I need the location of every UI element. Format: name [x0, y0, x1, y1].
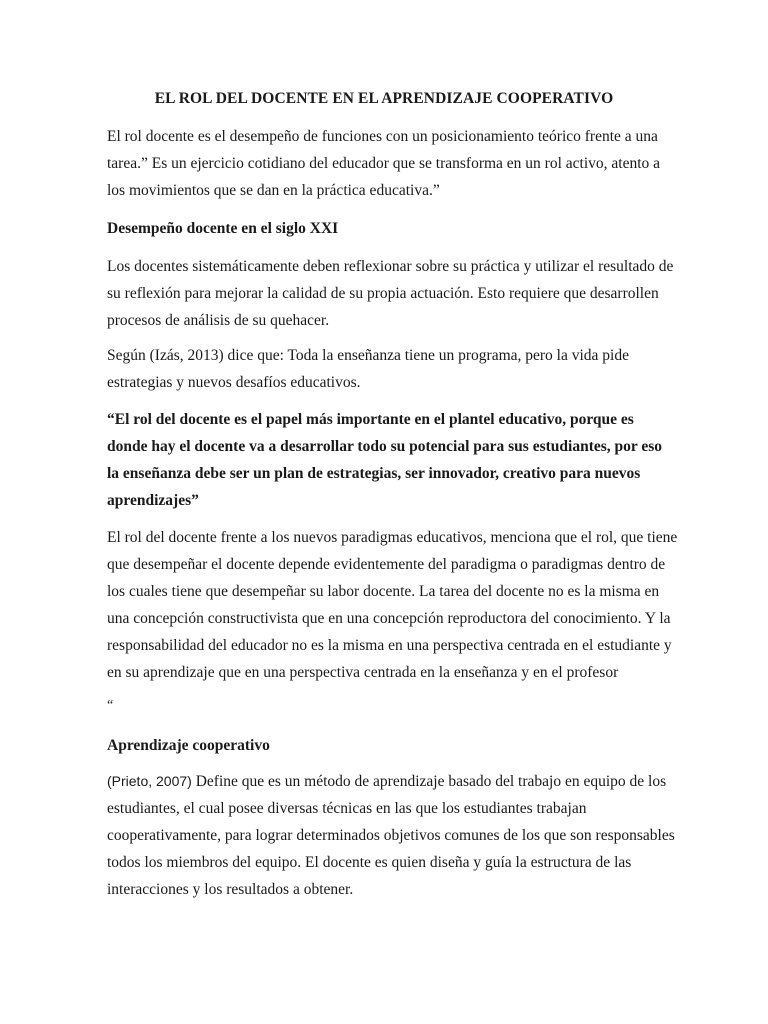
paragraph-line: El rol docente es el desempeño de funciones con un posicionamiento teórico frente a una [107, 128, 658, 145]
paragraph-line: todos los miembros del equipo. El docente es quien diseña y guía la estructura de las [107, 854, 632, 871]
paragraph-line [107, 768, 667, 795]
paragraph-line: interacciones y los resultados a obtener. [107, 881, 354, 898]
paragraph-line: Según (Izás, 2013) dice que: Toda la enseñanza tiene un programa, pero la vida pide [107, 347, 629, 364]
section-heading-aprendizaje: Aprendizaje cooperativo [107, 737, 270, 754]
paragraph-line: Los docentes sistemáticamente deben reflexionar sobre su práctica y utilizar el resultado de [107, 258, 674, 275]
paragraph-line: estudiantes, el cual posee diversas técnicas en las que los estudiantes trabajan [107, 800, 587, 817]
paragraph-izas [107, 342, 667, 396]
paragraph-paradigmas [107, 524, 678, 686]
intro-paragraph [107, 123, 667, 204]
section-heading-desempeno: Desempeño docente en el siglo XXI [107, 220, 339, 237]
paragraph-line: que desempeñar el docente depende evidentemente del paradigma o paradigmas dentro de [107, 556, 666, 573]
paragraph-line: El rol del docente frente a los nuevos paradigmas educativos, menciona que el rol, que tiene [107, 529, 678, 546]
paragraph-prieto [107, 768, 675, 903]
stray-quote-mark: “ [107, 698, 114, 713]
paragraph-line: una concepción constructivista que en una concepción reproductora del conocimiento. Y la [107, 610, 671, 627]
paragraph-line: su reflexión para mejorar la calidad de su propia actuación. Esto requiere que desarrollen [107, 285, 659, 302]
paragraph-line: responsabilidad del educador no es la misma en una perspectiva centrada en el estudiante y [107, 637, 672, 654]
paragraph-line: cooperativamente, para lograr determinados objetivos comunes de los que son responsables [107, 827, 675, 844]
paragraph-line: en su aprendizaje que en una perspectiva centrada en la enseñanza y en el profesor [107, 664, 619, 681]
paragraph-line: los cuales tiene que desempeñar su labor docente. La tarea del docente no es la misma en [107, 583, 660, 600]
paragraph-text: Define que es un método de aprendizaje basado del trabajo en equipo de los [191, 773, 667, 790]
quote-line: la enseñanza debe ser un plan de estrategias, ser innovador, creativo para nuevos [107, 465, 641, 482]
paragraph-reflexion [107, 253, 674, 334]
bold-quote [107, 406, 667, 514]
quote-line: aprendizajes” [107, 492, 199, 509]
paragraph-line: los movimientos que se dan en la práctica educativa.” [107, 182, 440, 199]
citation: (Prieto, 2007) [107, 773, 192, 789]
paragraph-line: tarea.” Es un ejercicio cotidiano del educador que se transforma en un rol activo, atento a [107, 155, 661, 172]
paragraph-line: procesos de análisis de su quehacer. [107, 312, 330, 329]
document-title: EL ROL DEL DOCENTE EN EL APRENDIZAJE COOPERATIVO [154, 90, 614, 107]
quote-line: donde hay el docente va a desarrollar todo su potencial para sus estudiantes, por eso [107, 438, 663, 455]
quote-line: “El rol del docente es el papel más importante en el plantel educativo, porque es [107, 411, 634, 428]
paragraph-line: estrategias y nuevos desafíos educativos. [107, 374, 361, 391]
